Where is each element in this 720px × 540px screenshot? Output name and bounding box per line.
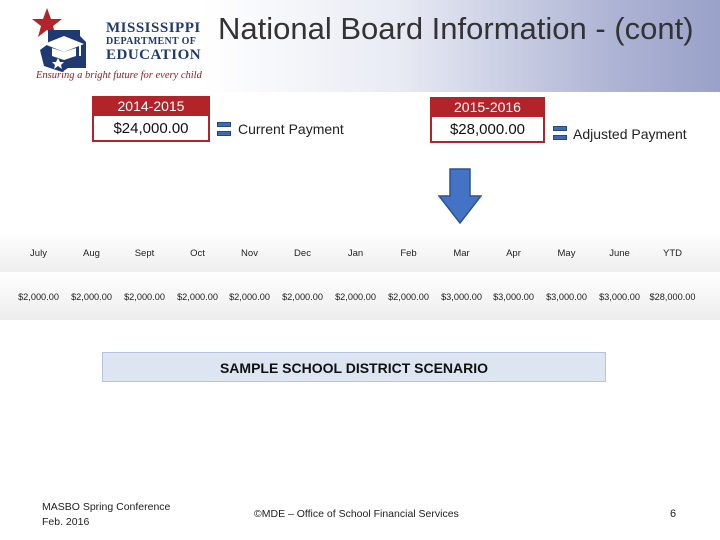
- amount-cell: $2,000.00: [18, 292, 59, 302]
- month-cell: YTD: [663, 248, 682, 259]
- adjusted-payment-label: Adjusted Payment: [573, 126, 687, 142]
- footer-conference-date: Feb. 2016: [42, 516, 90, 528]
- amount-cell: $28,000.00: [649, 292, 696, 302]
- month-cell: Oct: [190, 248, 205, 259]
- year-1-label: 2014-2015: [92, 96, 210, 116]
- month-cell: Dec: [294, 248, 311, 259]
- logo-line-2: DEPARTMENT OF: [106, 36, 197, 47]
- year-2-label: 2015-2016: [430, 97, 545, 117]
- amount-cell: $2,000.00: [229, 292, 270, 302]
- page-number: 6: [670, 508, 677, 520]
- month-cell: Apr: [506, 248, 521, 259]
- amount-cell: $2,000.00: [388, 292, 429, 302]
- months-row: [0, 232, 720, 272]
- month-cell: May: [557, 248, 576, 259]
- current-payment-label: Current Payment: [238, 121, 344, 137]
- footer-conference: [42, 500, 170, 530]
- logo-line-3: EDUCATION: [106, 47, 202, 63]
- month-cell: Mar: [453, 248, 470, 259]
- amounts-row: [0, 272, 720, 320]
- logo-text: [106, 20, 201, 63]
- footer-office: ©MDE – Office of School Financial Services: [254, 508, 459, 520]
- scenario-banner: SAMPLE SCHOOL DISTRICT SCENARIO: [102, 352, 606, 382]
- mde-logo: [30, 6, 210, 84]
- amount-cell: $2,000.00: [282, 292, 323, 302]
- month-cell: Jan: [347, 248, 364, 259]
- amount-cell: $2,000.00: [124, 292, 165, 302]
- month-cell: June: [609, 248, 630, 259]
- amount-cell: $2,000.00: [177, 292, 218, 302]
- equals-icon: [217, 122, 231, 136]
- slide-title: National Board Information - (cont): [218, 11, 694, 46]
- amount-cell: $2,000.00: [335, 292, 376, 302]
- amount-cell: $3,000.00: [441, 292, 482, 302]
- month-cell: Aug: [83, 248, 100, 259]
- footer-conference-name: MASBO Spring Conference: [42, 501, 171, 513]
- logo-line-1: MISSISSIPPI: [106, 20, 201, 36]
- month-cell: Feb: [400, 248, 417, 259]
- amount-cell: $3,000.00: [546, 292, 587, 302]
- arrow-down-icon: [438, 168, 482, 224]
- year-2-amount: $28,000.00: [430, 117, 545, 143]
- year-1-amount: $24,000.00: [92, 116, 210, 142]
- amount-cell: $2,000.00: [71, 292, 112, 302]
- logo-tagline: Ensuring a bright future for every child: [36, 70, 202, 81]
- month-cell: Nov: [241, 248, 258, 259]
- amount-cell: $3,000.00: [493, 292, 534, 302]
- month-cell: July: [30, 248, 47, 259]
- month-cell: Sept: [134, 248, 155, 259]
- amount-cell: $3,000.00: [599, 292, 640, 302]
- graduation-cap-map-icon: [34, 20, 90, 74]
- equals-icon: [553, 126, 567, 140]
